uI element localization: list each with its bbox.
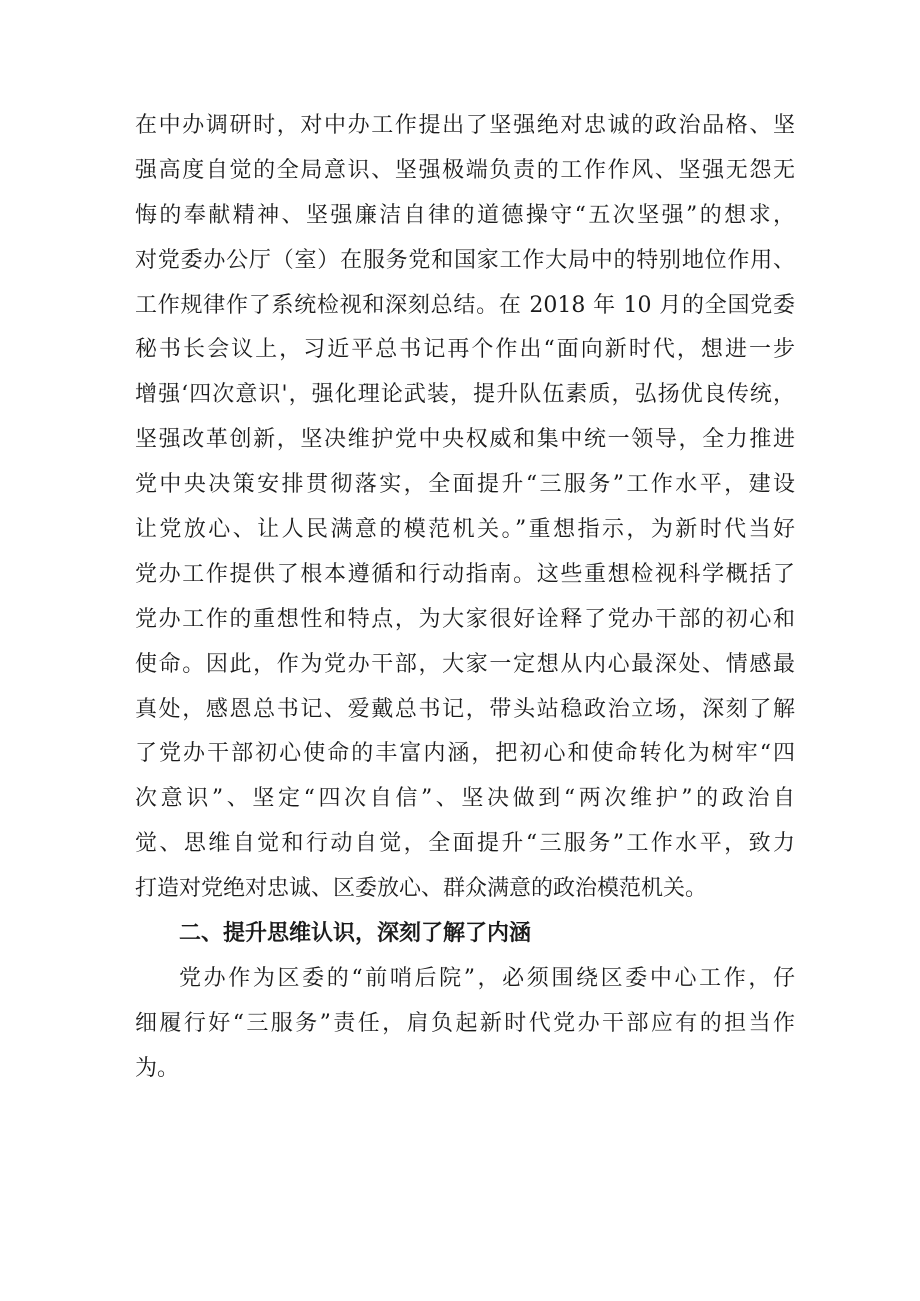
text-line: 秘书长会议上，习近平总书记再个作出“面向新时代，想进一步 <box>135 337 795 363</box>
text-line: 在中办调研时，对中办工作提出了坚强绝对忠诚的政治品格、坚 <box>135 113 795 138</box>
text-line: 工作规律作了系统检视和深刻总结。在 2018 年 10 月的全国党委 <box>135 292 795 318</box>
text-line: 悔的奉献精神、坚强廉洁自律的道德操守“五次坚强”的想求， <box>135 202 795 228</box>
text-line: 增强‘四次意识'，强化理论武装，提升队伍素质，弘扬优良传统， <box>135 382 795 408</box>
text-line: 党办工作提供了根本遵循和行动指南。这些重想检视科学概括了 <box>135 561 795 587</box>
text-line: 次意识”、坚定“四次自信”、坚决做到“两次维护”的政治自 <box>135 786 795 812</box>
text-line: 让党放心、让人民满意的模范机关。”重想指示，为新时代当好 <box>135 517 795 543</box>
text-line: 真处，感恩总书记、爱戴总书记，带头站稳政治立场，深刻了解 <box>135 696 795 722</box>
text-line: 强高度自觉的全局意识、坚强极端负责的工作作风、坚强无怨无 <box>135 157 795 183</box>
text-line: 为。 <box>135 1055 180 1081</box>
text-line: 打造对党绝对忠诚、区委放心、群众满意的政治模范机关。 <box>135 876 708 902</box>
text-line: 觉、思维自觉和行动自觉，全面提升“三服务”工作水平，致力 <box>135 831 795 857</box>
text-line: 使命。因此，作为党办干部，大家一定想从内心最深处、情感最 <box>135 651 795 677</box>
text-line: 细履行好“三服务”责任，肩负起新时代党办干部应有的担当作 <box>135 1010 795 1036</box>
text-line: 了党办干部初心使命的丰富内涵，把初心和使命转化为树牢“四 <box>135 741 795 767</box>
paragraph-2 <box>135 957 795 1092</box>
paragraph-1 <box>135 104 795 912</box>
text-line: 党中央决策安排贯彻落实，全面提升“三服务”工作水平，建设 <box>135 472 795 498</box>
document-body <box>135 104 795 1092</box>
text-line: 对党委办公厅（室）在服务党和国家工作大局中的特别地位作用、 <box>135 247 795 273</box>
section-heading: 二、提升思维认识，深刻了解了内涵 <box>179 921 532 947</box>
text-line: 党办作为区委的“前哨后院”，必须围绕区委中心工作，仔 <box>179 965 795 991</box>
text-line: 党办工作的重想性和特点，为大家很好诠释了党办干部的初心和 <box>135 606 795 632</box>
text-line: 坚强改革创新，坚决维护党中央权威和集中统一领导，全力推进 <box>135 427 795 453</box>
